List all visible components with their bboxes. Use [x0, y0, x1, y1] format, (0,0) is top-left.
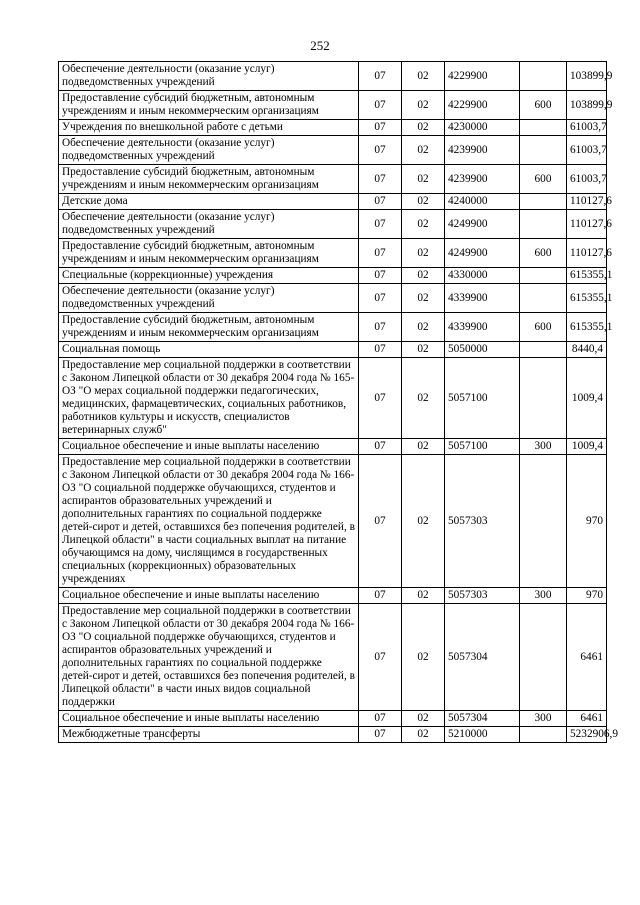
table-row	[59, 136, 607, 165]
subsection-code-cell: 02	[402, 120, 445, 136]
section-code-cell: 07	[359, 210, 402, 239]
target-article-cell: 5057303	[445, 588, 520, 604]
section-code-cell: 07	[359, 588, 402, 604]
subsection-code-cell: 02	[402, 165, 445, 194]
row-name-cell: Социальная помощь	[59, 342, 359, 358]
expense-type-cell	[520, 268, 567, 284]
subsection-code-cell: 02	[402, 727, 445, 743]
subsection-code-cell: 02	[402, 439, 445, 455]
row-name-cell: Предоставление субсидий бюджетным, автономным учреждениям и иным некоммерческим организациям	[59, 165, 359, 194]
section-code-cell: 07	[359, 313, 402, 342]
row-name-cell: Социальное обеспечение и иные выплаты населению	[59, 588, 359, 604]
expense-type-cell	[520, 194, 567, 210]
subsection-code-cell: 02	[402, 711, 445, 727]
expense-type-cell	[520, 210, 567, 239]
target-article-cell: 4249900	[445, 210, 520, 239]
target-article-cell: 5057304	[445, 711, 520, 727]
target-article-cell: 4240000	[445, 194, 520, 210]
section-code-cell: 07	[359, 455, 402, 588]
subsection-code-cell: 02	[402, 136, 445, 165]
target-article-cell: 4239900	[445, 136, 520, 165]
table-row	[59, 91, 607, 120]
expense-type-cell	[520, 358, 567, 439]
amount-cell: 1009,4	[567, 358, 607, 439]
table-row	[59, 455, 607, 588]
row-name-cell: Социальное обеспечение и иные выплаты населению	[59, 439, 359, 455]
row-name-cell: Учреждения по внешкольной работе с детьми	[59, 120, 359, 136]
subsection-code-cell: 02	[402, 358, 445, 439]
amount-cell: 110127,6	[567, 210, 607, 239]
amount-cell: 103899,9	[567, 91, 607, 120]
expense-type-cell	[520, 62, 567, 91]
expense-type-cell: 300	[520, 588, 567, 604]
target-article-cell: 4229900	[445, 62, 520, 91]
row-name-cell: Межбюджетные трансферты	[59, 727, 359, 743]
table-row	[59, 62, 607, 91]
section-code-cell: 07	[359, 136, 402, 165]
section-code-cell: 07	[359, 239, 402, 268]
row-name-cell: Предоставление мер социальной поддержки в соответствии с Законом Липецкой области от 30 декабря 2004 года № 165-ОЗ "О мерах социальной поддержки педагогических, медицинских, фармацевтических, социальных работников, работников культуры и искусств, специалистов ветеринарных служб"	[59, 358, 359, 439]
page-number: 252	[310, 38, 330, 53]
amount-cell: 615355,1	[567, 268, 607, 284]
section-code-cell: 07	[359, 120, 402, 136]
section-code-cell: 07	[359, 91, 402, 120]
amount-cell: 61003,7	[567, 165, 607, 194]
expense-type-cell: 600	[520, 91, 567, 120]
subsection-code-cell: 02	[402, 455, 445, 588]
amount-cell: 6461	[567, 711, 607, 727]
row-name-cell: Предоставление субсидий бюджетным, автономным учреждениям и иным некоммерческим организациям	[59, 91, 359, 120]
amount-cell: 61003,7	[567, 120, 607, 136]
amount-cell: 1009,4	[567, 439, 607, 455]
target-article-cell: 5050000	[445, 342, 520, 358]
table-row	[59, 194, 607, 210]
target-article-cell: 5210000	[445, 727, 520, 743]
table-row	[59, 165, 607, 194]
section-code-cell: 07	[359, 342, 402, 358]
section-code-cell: 07	[359, 604, 402, 711]
section-code-cell: 07	[359, 727, 402, 743]
expense-type-cell	[520, 284, 567, 313]
table-row	[59, 604, 607, 711]
table-row	[59, 313, 607, 342]
section-code-cell: 07	[359, 62, 402, 91]
target-article-cell: 5057304	[445, 604, 520, 711]
row-name-cell: Детские дома	[59, 194, 359, 210]
amount-cell: 5232906,9	[567, 727, 607, 743]
expense-type-cell: 300	[520, 439, 567, 455]
subsection-code-cell: 02	[402, 194, 445, 210]
row-name-cell: Обеспечение деятельности (оказание услуг) подведомственных учреждений	[59, 136, 359, 165]
subsection-code-cell: 02	[402, 313, 445, 342]
expense-type-cell	[520, 136, 567, 165]
subsection-code-cell: 02	[402, 268, 445, 284]
amount-cell: 970	[567, 588, 607, 604]
target-article-cell: 4239900	[445, 165, 520, 194]
table-row	[59, 239, 607, 268]
table-row	[59, 342, 607, 358]
row-name-cell: Предоставление субсидий бюджетным, автономным учреждениям и иным некоммерческим организациям	[59, 313, 359, 342]
amount-cell: 615355,1	[567, 313, 607, 342]
section-code-cell: 07	[359, 194, 402, 210]
subsection-code-cell: 02	[402, 284, 445, 313]
subsection-code-cell: 02	[402, 91, 445, 120]
target-article-cell: 5057100	[445, 439, 520, 455]
budget-table-body	[59, 62, 619, 743]
row-name-cell: Предоставление мер социальной поддержки в соответствии с Законом Липецкой области от 30 декабря 2004 года № 166-ОЗ "О социальной поддержке обучающихся, студентов и аспирантов образовательных учреждений и дополнительных гарантиях по социальной поддержке детей-сирот и детей, оставшихся без попечения родителей, в Липецкой области" в части иных видов социальной поддержки	[59, 604, 359, 711]
expense-type-cell	[520, 342, 567, 358]
table-row	[59, 284, 607, 313]
amount-cell: 103899,9	[567, 62, 607, 91]
expense-type-cell	[520, 455, 567, 588]
amount-cell: 110127,6	[567, 194, 607, 210]
amount-cell: 110127,6	[567, 239, 607, 268]
target-article-cell: 5057303	[445, 455, 520, 588]
table-row	[59, 727, 607, 743]
expense-type-cell: 600	[520, 239, 567, 268]
expense-type-cell	[520, 727, 567, 743]
budget-table	[58, 61, 619, 743]
expense-type-cell: 600	[520, 313, 567, 342]
row-name-cell: Специальные (коррекционные) учреждения	[59, 268, 359, 284]
target-article-cell: 4229900	[445, 91, 520, 120]
expense-type-cell: 600	[520, 165, 567, 194]
section-code-cell: 07	[359, 711, 402, 727]
target-article-cell: 5057100	[445, 358, 520, 439]
target-article-cell: 4249900	[445, 239, 520, 268]
subsection-code-cell: 02	[402, 239, 445, 268]
target-article-cell: 4230000	[445, 120, 520, 136]
target-article-cell: 4330000	[445, 268, 520, 284]
subsection-code-cell: 02	[402, 342, 445, 358]
amount-cell: 8440,4	[567, 342, 607, 358]
table-row	[59, 358, 607, 439]
subsection-code-cell: 02	[402, 588, 445, 604]
table-row	[59, 711, 607, 727]
expense-type-cell	[520, 604, 567, 711]
table-row	[59, 439, 607, 455]
amount-cell: 615355,1	[567, 284, 607, 313]
target-article-cell: 4339900	[445, 284, 520, 313]
table-row	[59, 120, 607, 136]
expense-type-cell: 300	[520, 711, 567, 727]
section-code-cell: 07	[359, 439, 402, 455]
amount-cell: 970	[567, 455, 607, 588]
expense-type-cell	[520, 120, 567, 136]
target-article-cell: 4339900	[445, 313, 520, 342]
amount-cell: 6461	[567, 604, 607, 711]
row-name-cell: Обеспечение деятельности (оказание услуг) подведомственных учреждений	[59, 62, 359, 91]
subsection-code-cell: 02	[402, 604, 445, 711]
row-name-cell: Обеспечение деятельности (оказание услуг) подведомственных учреждений	[59, 284, 359, 313]
row-name-cell: Предоставление субсидий бюджетным, автономным учреждениям и иным некоммерческим организациям	[59, 239, 359, 268]
subsection-code-cell: 02	[402, 62, 445, 91]
table-row	[59, 588, 607, 604]
row-name-cell: Обеспечение деятельности (оказание услуг) подведомственных учреждений	[59, 210, 359, 239]
section-code-cell: 07	[359, 358, 402, 439]
section-code-cell: 07	[359, 268, 402, 284]
subsection-code-cell: 02	[402, 210, 445, 239]
section-code-cell: 07	[359, 165, 402, 194]
section-code-cell: 07	[359, 284, 402, 313]
row-name-cell: Социальное обеспечение и иные выплаты населению	[59, 711, 359, 727]
table-row	[59, 210, 607, 239]
table-row	[59, 268, 607, 284]
row-name-cell: Предоставление мер социальной поддержки в соответствии с Законом Липецкой области от 30 декабря 2004 года № 166-ОЗ "О социальной поддержке обучающихся, студентов и аспирантов образовательных учреждений и дополнительных гарантиях по социальной поддержке детей-сирот и детей, оставшихся без попечения родителей, в Липецкой области" в части социальных выплат на питание обучающимся на дому, числящимся в государственных специальных (коррекционных) образовательных учреждениях	[59, 455, 359, 588]
amount-cell: 61003,7	[567, 136, 607, 165]
